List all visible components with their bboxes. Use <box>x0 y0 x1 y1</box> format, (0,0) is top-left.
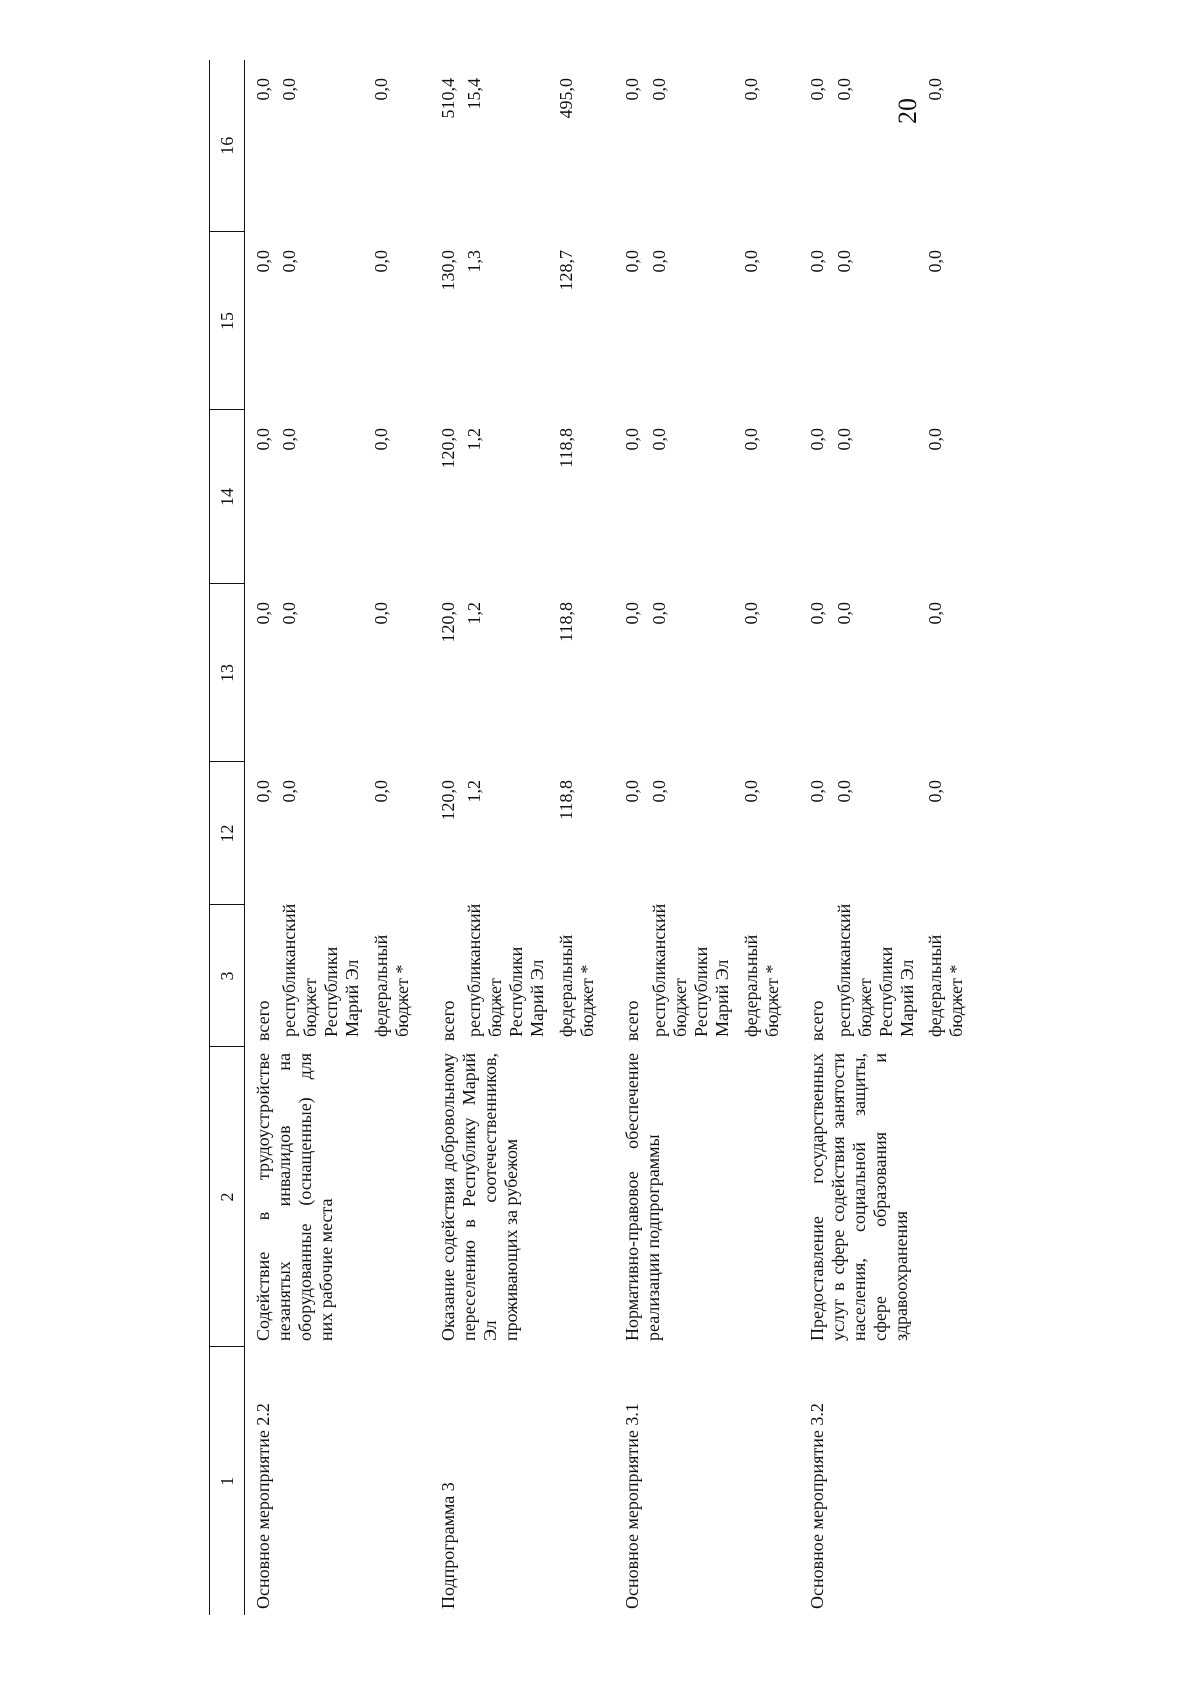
column-header-15: 15 <box>210 232 245 410</box>
funding-source: федеральный бюджет * <box>925 934 967 1037</box>
value-cell: 118,8 <box>556 428 577 468</box>
program-description: Предоставление государственных услуг в сфере содействия занятости населения, социальной защиты, сфере образования и здравоохранения <box>807 1053 912 1341</box>
table-row <box>430 60 464 1615</box>
value-cell: 0,0 <box>622 602 643 625</box>
funding-source: всего <box>253 1000 273 1041</box>
column-header-16: 16 <box>210 60 245 232</box>
value-cell: 0,0 <box>925 78 946 101</box>
value-cell: 0,0 <box>925 250 946 273</box>
column-header-1: 1 <box>210 1347 245 1615</box>
table-row <box>799 60 833 1615</box>
value-cell: 0,0 <box>279 780 300 803</box>
value-cell: 0,0 <box>740 602 761 625</box>
value-cell: 15,4 <box>464 78 485 110</box>
value-cell: 0,0 <box>279 602 300 625</box>
program-name: Основное мероприятие 2.2 <box>253 1403 273 1609</box>
value-cell: 0,0 <box>371 428 392 451</box>
funding-source: федеральный бюджет * <box>740 934 782 1037</box>
funding-source: федеральный бюджет * <box>371 934 413 1037</box>
table-row <box>245 60 280 1615</box>
program-name: Подпрограмма 3 <box>437 1482 458 1609</box>
value-cell: 0,0 <box>833 78 854 101</box>
value-cell: 0,0 <box>253 428 273 451</box>
budget-table <box>209 60 984 1615</box>
program-name: Основное мероприятие 3.2 <box>807 1403 828 1609</box>
value-cell: 0,0 <box>622 428 643 451</box>
value-cell: 0,0 <box>740 250 761 273</box>
value-cell: 128,7 <box>556 250 577 291</box>
value-cell: 0,0 <box>648 780 669 803</box>
value-cell: 0,0 <box>253 78 273 101</box>
program-description: Содействие в трудоустройстве незанятых инвалидов на оборудованные (оснащенные) для них рабочие места <box>253 1053 336 1341</box>
value-cell: 0,0 <box>253 602 273 625</box>
value-cell: 120,0 <box>437 780 458 821</box>
value-cell: 0,0 <box>925 428 946 451</box>
program-description: Нормативно-правовое обеспечение реализации подпрограммы <box>622 1053 664 1341</box>
value-cell: 0,0 <box>648 602 669 625</box>
value-cell: 0,0 <box>371 602 392 625</box>
column-header-12: 12 <box>210 762 245 905</box>
value-cell: 1,3 <box>464 250 485 273</box>
column-header-13: 13 <box>210 584 245 762</box>
value-cell: 0,0 <box>833 780 854 803</box>
table-row <box>614 60 648 1615</box>
value-cell: 0,0 <box>833 602 854 625</box>
column-header-3: 3 <box>210 905 245 1047</box>
funding-source: республиканский бюджет Республики Марий Эл <box>648 903 732 1037</box>
funding-source: республиканский бюджет Республики Марий Эл <box>464 903 548 1037</box>
value-cell: 0,0 <box>740 780 761 803</box>
value-cell: 0,0 <box>622 78 643 101</box>
page-number: 20 <box>893 98 922 124</box>
funding-source: федеральный бюджет * <box>556 934 598 1037</box>
value-cell: 0,0 <box>740 428 761 451</box>
funding-source: всего <box>807 1000 828 1041</box>
value-cell: 118,8 <box>556 602 577 642</box>
value-cell: 0,0 <box>279 250 300 273</box>
program-description: Оказание содействия добровольному переселению в Республику Марий Эл соотечественников, проживающих за рубежом <box>437 1053 521 1341</box>
budget-table-grid <box>209 60 984 1615</box>
value-cell: 0,0 <box>925 780 946 803</box>
value-cell: 495,0 <box>556 78 577 119</box>
value-cell: 0,0 <box>833 250 854 273</box>
value-cell: 0,0 <box>622 250 643 273</box>
value-cell: 0,0 <box>648 78 669 101</box>
column-header-2: 2 <box>210 1047 245 1347</box>
value-cell: 1,2 <box>464 428 485 451</box>
value-cell: 0,0 <box>807 780 828 803</box>
value-cell: 120,0 <box>437 428 458 469</box>
program-name: Основное мероприятие 3.1 <box>622 1403 643 1609</box>
value-cell: 1,2 <box>464 602 485 625</box>
column-number-row <box>210 60 245 1615</box>
value-cell: 0,0 <box>622 780 643 803</box>
value-cell: 0,0 <box>925 602 946 625</box>
funding-source: всего <box>622 1000 643 1041</box>
value-cell: 510,4 <box>437 78 458 119</box>
value-cell: 0,0 <box>371 78 392 101</box>
value-cell: 0,0 <box>807 602 828 625</box>
value-cell: 118,8 <box>556 780 577 820</box>
value-cell: 0,0 <box>253 250 273 273</box>
value-cell: 0,0 <box>833 428 854 451</box>
funding-source: всего <box>437 1000 458 1041</box>
value-cell: 0,0 <box>253 780 273 803</box>
value-cell: 0,0 <box>807 250 828 273</box>
value-cell: 1,2 <box>464 780 485 803</box>
value-cell: 0,0 <box>807 428 828 451</box>
value-cell: 0,0 <box>279 428 300 451</box>
value-cell: 0,0 <box>648 428 669 451</box>
value-cell: 130,0 <box>437 250 458 291</box>
funding-source: республиканский бюджет Республики Марий Эл <box>279 903 363 1037</box>
value-cell: 0,0 <box>279 78 300 101</box>
value-cell: 0,0 <box>371 250 392 273</box>
value-cell: 0,0 <box>371 780 392 803</box>
value-cell: 120,0 <box>437 602 458 643</box>
value-cell: 0,0 <box>807 78 828 101</box>
funding-source: республиканский бюджет Республики Марий Эл <box>833 903 917 1037</box>
value-cell: 0,0 <box>648 250 669 273</box>
column-header-14: 14 <box>210 410 245 584</box>
value-cell: 0,0 <box>740 78 761 101</box>
